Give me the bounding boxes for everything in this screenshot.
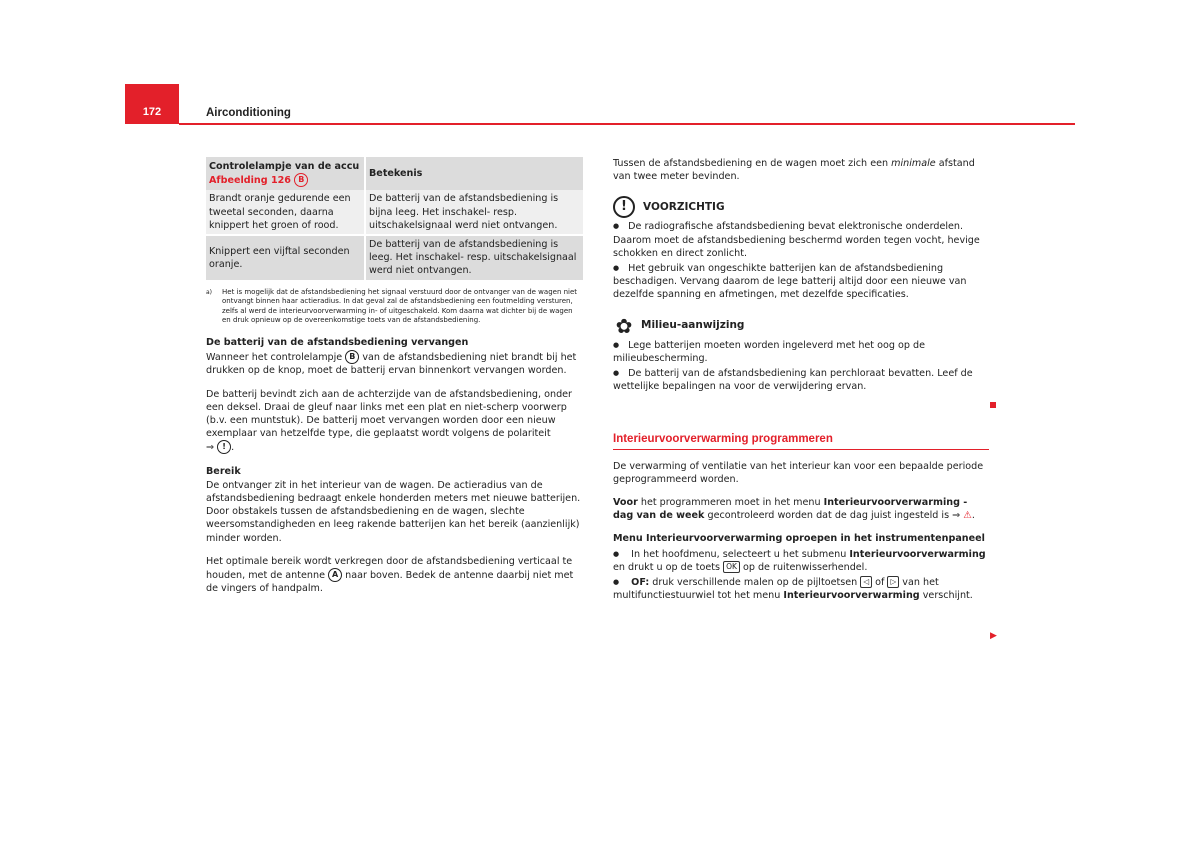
table-cell: De batterij van de afstandsbediening is leeg. Het inschakel- resp. uitschakelsignaal werd niet ontvangen.	[365, 235, 583, 280]
warning-triangle-icon[interactable]: ⚠	[963, 510, 972, 522]
list-item: ● De batterij van de afstandsbediening kan perchloraat bevatten. Leef de wettelijke bepalingen na voor de verwijdering ervan.	[613, 367, 989, 393]
subheading-range: Bereik	[206, 465, 241, 477]
table-cell: Knippert een vijftal seconden oranje.	[206, 235, 365, 280]
flower-icon: ✿	[615, 313, 633, 338]
footnote-text: Het is mogelijk dat de afstandsbediening het signaal verstuurd door de ontvanger van de wagen niet ontvangt binnen haar actieradius. In dat geval zal de afstandsbediening een foutmelding versturen, zelfs al werd de interieurvoorverwarming in- of uitgeschakeld. Kom daarna wat dichter bij de wagen en druk opnieuw op de overeenkomstige toets van de afstandsbediening.	[222, 287, 578, 325]
table-row	[206, 235, 583, 280]
list-item: ● De radiografische afstandsbediening bevat elektronische onderdelen. Daarom moet de afstandsbediening beschermd worden tegen vocht, hevige schokken en direct zonlicht.	[613, 220, 989, 260]
table-cell: De batterij van de afstandsbediening is bijna leeg. Het inschakel- resp. uitschakelsignaal werd niet ontvangen.	[365, 190, 583, 235]
section-title: Airconditioning	[206, 107, 291, 119]
list-item: ● Lege batterijen moeten worden ingeleverd met het oog op de milieubescherming.	[613, 339, 989, 365]
paragraph: De ontvanger zit in het interieur van de wagen. De actieradius van de afstandsbediening bedraagt enkele honderden meters met nieuwe batterijen. Door obstakels tussen de afstandsbediening en de wagen, slechte weersomstandigheden en leeg rakende batterijen kan het bereik (aanzienlijk) minder worden.	[206, 479, 581, 544]
subheading-menu: Menu Interieurvoorverwarming oproepen in het instrumentenpaneel	[613, 533, 985, 545]
ok-key-icon: OK	[723, 561, 740, 573]
table-header-meaning: Betekenis	[365, 157, 583, 190]
footnote-mark: a)	[206, 288, 213, 296]
page-number: 172	[142, 106, 162, 118]
list-item: ● In het hoofdmenu, selecteert u het submenu Interieurvoorverwarming en drukt u op de toets OK op de ruitenwisserhendel.	[613, 548, 989, 574]
paragraph: De batterij bevindt zich aan de achterzijde van de afstandsbediening, onder een deksel. Draai de gleuf naar links met een plat en niet-scherp voorwerp (b.v. een muntstuk). De batterij moet vervangen worden door een nieuw exemplaar van hetzelfde type, die geplaatst wordt volgens de polariteit ⇒ ! .	[206, 388, 573, 454]
subheading-battery: De batterij van de afstandsbediening vervangen	[206, 337, 469, 348]
environment-header	[613, 315, 989, 337]
arrow-right-key-icon: ▷	[887, 576, 899, 588]
header-rule	[179, 123, 1075, 125]
list-item: ● OF: druk verschillende malen op de pijltoetsen ◁ of ▷ van het multifunctiestuurwiel tot het menu Interieurvoorverwarming verschijnt.	[613, 576, 989, 602]
list-item: ● Het gebruik van ongeschikte batterijen kan de afstandsbediening beschadigen. Vervang daarom de lege batterij altijd door een nieuwe van dezelfde spanning en afmetingen, met dezelfde specificaties.	[613, 262, 989, 302]
warning-ref-icon[interactable]: !	[217, 440, 231, 454]
table-header-label: Controlelampje van de accu	[209, 161, 360, 172]
figure-reference[interactable]: Afbeelding 126	[209, 175, 291, 187]
continue-arrow-icon: ▶	[990, 631, 997, 641]
table-cell: Brandt oranje gedurende een tweetal seconden, daarna knippert het groen of rood.	[206, 190, 365, 235]
right-column	[613, 157, 989, 602]
paragraph: De verwarming of ventilatie van het interieur kan voor een bepaalde periode geprogrammeerd worden.	[613, 460, 984, 485]
caution-header	[613, 196, 989, 218]
paragraph: Het optimale bereik wordt verkregen door de afstandsbediening verticaal te houden, met de antenne A naar boven. Bedek de antenne daarbij niet met de vingers of handpalm.	[206, 555, 574, 595]
callout-a-icon: A	[328, 568, 342, 582]
callout-b-icon: B	[294, 173, 308, 187]
section-end-marker	[990, 402, 996, 408]
exclamation-icon: !	[613, 196, 635, 218]
environment-title: Milieu-aanwijzing	[641, 319, 745, 332]
paragraph: Wanneer het controlelampje B van de afstandsbediening niet brandt bij het drukken op de knop, moet de batterij ervan binnenkort vervangen worden.	[206, 352, 577, 377]
paragraph: Tussen de afstandsbediening en de wagen moet zich een minimale afstand van twee meter bevinden.	[613, 158, 975, 183]
table-header-indicator	[206, 157, 365, 190]
section-heading: Interieurvoorverwarming programmeren	[613, 433, 989, 449]
callout-b-icon: B	[345, 350, 359, 364]
paragraph: Voor het programmeren moet in het menu Interieurvoorverwarming - dag van de week gecontroleerd worden dat de dag juist ingesteld is ⇒ ⚠.	[613, 497, 975, 522]
caution-title: VOORZICHTIG	[643, 200, 725, 213]
page-tab	[125, 84, 179, 124]
indicator-table	[206, 157, 583, 280]
arrow-left-key-icon: ◁	[860, 576, 872, 588]
table-row	[206, 190, 583, 235]
footnote	[206, 288, 583, 326]
left-column	[206, 157, 583, 595]
